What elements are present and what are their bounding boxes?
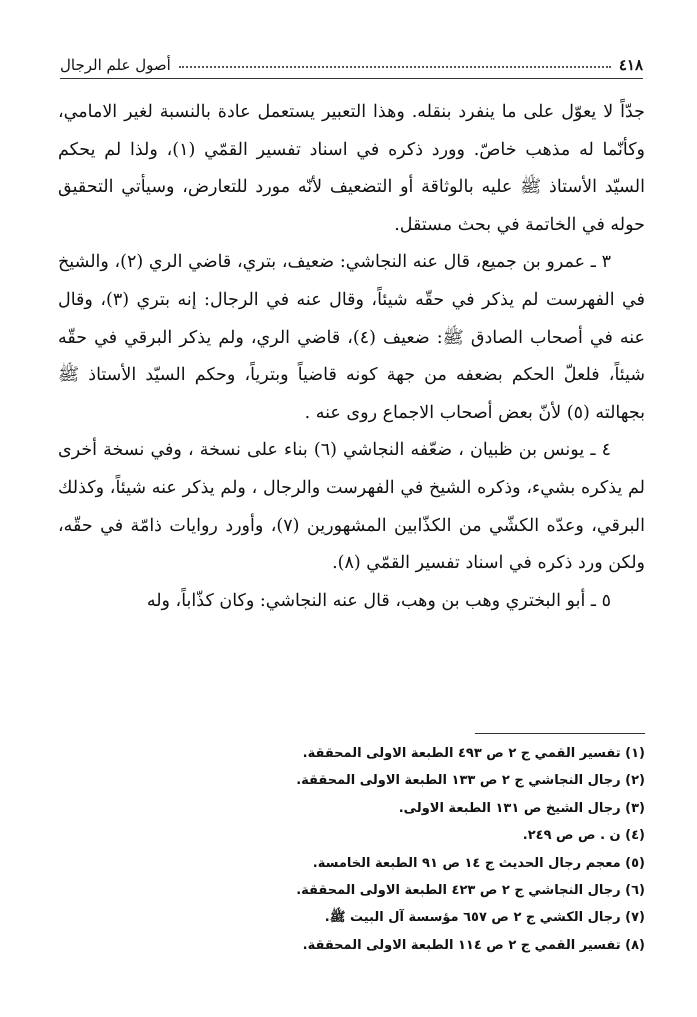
paragraph-item-3: ٣ ـ عمرو بن جميع، قال عنه النجاشي: ضعيف، بتري، قاضي الري (٢)، والشيخ في الفهرست لم يذكر في حقّه شيئاً، وقال عنه في الرجال: إنه بتري (٣)، وقال عنه في أصحاب الصادق ﷺ: ضعيف (٤)، قاضي الري، ولم يذكر البرقي في حقّه شيئاً، فلعلّ الحكم بضعفه من جهة كونه قاضياً وبترياً، وحكم السيّد الأستاذ ﷺ بجهالته (٥) لأنّ بعض أصحاب الاجماع روى عنه . xyxy=(58,252,646,423)
footnote-4: (٤) ن . ص ص ٢٤٩. xyxy=(522,828,645,844)
running-header xyxy=(60,48,643,79)
footnote-8: (٨) تفسير القمي ج ٢ ص ١١٤ الطبعة الاولى المحققة. xyxy=(302,937,645,953)
paragraph-item-5: ٥ ـ أبو البختري وهب بن وهب، قال عنه النجاشي: وكان كذّاباً، وله xyxy=(146,590,611,611)
footnote-6: (٦) رجال النجاشي ج ٢ ص ٤٢٣ الطبعة الاولى المحققة. xyxy=(296,883,645,899)
footnote-3: (٣) رجال الشيخ ص ١٣١ الطبعة الاولى. xyxy=(398,800,645,816)
footnote-2: (٢) رجال النجاشي ج ٢ ص ١٣٣ الطبعة الاولى المحققة. xyxy=(296,773,645,789)
dotted-leader xyxy=(179,65,611,68)
running-title: أصول علم الرجال xyxy=(60,56,171,74)
footnote-7: (٧) رجال الكشي ج ٢ ص ٦٥٧ مؤسسة آل البيت ﷺ. xyxy=(324,910,645,926)
footnotes xyxy=(85,740,645,959)
paragraph-continuation: جدّاً لا يعوّل على ما ينفرد بنقله. وهذا التعبير يستعمل عادة بالنسبة لغير الامامي، وكأنّما له مذهب خاصّ. وورد ذكره في اسناد تفسير القمّي (١)، ولذا لم يحكم السيّد الأستاذ ﷺ عليه بالوثاقة أو التضعيف لأنّه مورد للتعارض، وسيأتي التحقيق حوله في الخاتمة في بحث مستقل. xyxy=(58,102,645,235)
footnote-5: (٥) معجم رجال الحديث ج ١٤ ص ٩١ الطبعة الخامسة. xyxy=(312,855,645,871)
paragraph-item-4: ٤ ـ يونس بن ظبيان ، ضعّفه النجاشي (٦) بناء على نسخة ، وفي نسخة أخرى لم يذكره بشيء، وذكره الشيخ في الفهرست والرجال ، ولم يذكر عنه شيئاً، وكذلك البرقي، وعدّه الكشّي من الكذّابين المشهورين (٧)، وأورد روايات ذامّة في حقّه، ولكن ورد ذكره في اسناد تفسير القمّي (٨). xyxy=(58,440,645,574)
body-text xyxy=(58,94,645,620)
page-number: ٤١٨ xyxy=(618,56,643,74)
footnote-divider xyxy=(475,733,645,734)
footnote-1: (١) تفسير القمي ج ٢ ص ٤٩٣ الطبعة الاولى المحققة. xyxy=(302,746,645,761)
